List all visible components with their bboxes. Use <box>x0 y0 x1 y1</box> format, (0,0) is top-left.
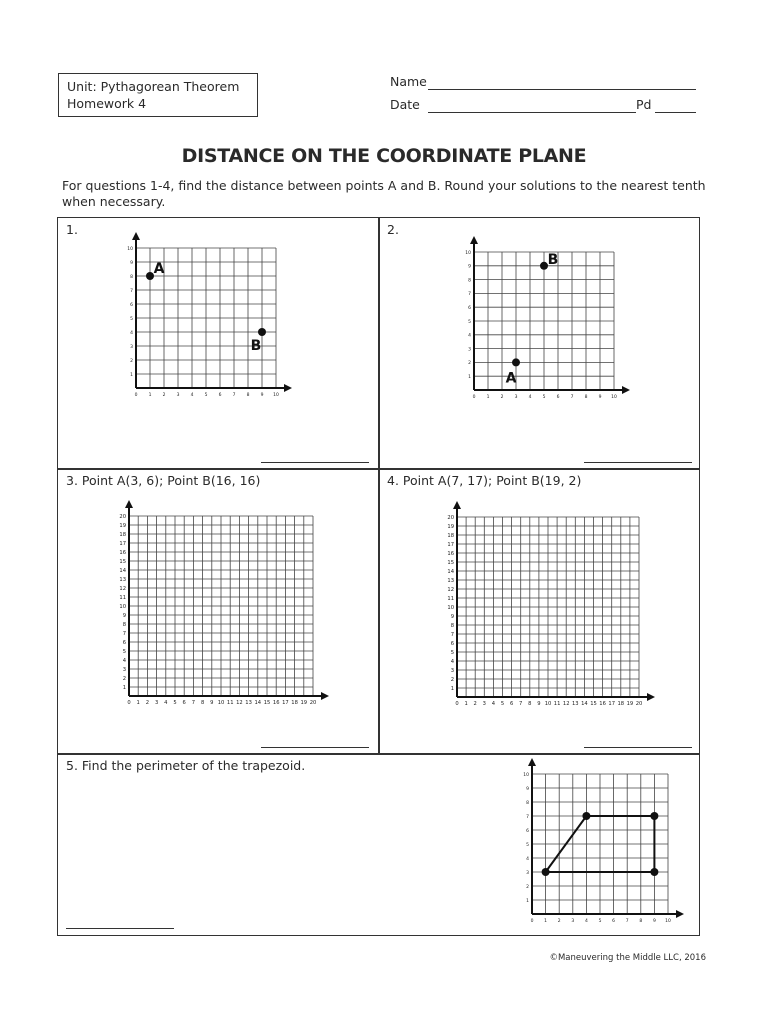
x-tick-label: 4 <box>190 393 194 398</box>
y-tick-label: 5 <box>450 650 454 657</box>
question-1-cell <box>57 217 380 470</box>
question-3-label: 3. Point A(3, 6); Point B(16, 16) <box>66 473 261 488</box>
y-tick-label: 10 <box>465 250 471 256</box>
y-tick-label: 10 <box>523 772 529 778</box>
y-tick-label: 8 <box>130 274 133 280</box>
y-tick-label: 10 <box>119 604 126 611</box>
x-tick-label: 3 <box>482 701 486 707</box>
y-tick-label: 2 <box>450 677 454 684</box>
question-5-label: 5. Find the perimeter of the trapezoid. <box>66 758 306 773</box>
y-tick-label: 16 <box>119 550 126 557</box>
y-tick-label: 19 <box>119 523 126 530</box>
y-tick-label: 8 <box>526 800 529 806</box>
y-tick-label: 20 <box>119 514 126 521</box>
y-tick-label: 12 <box>119 586 126 593</box>
x-tick-label: 4 <box>584 919 588 924</box>
x-tick-label: 5 <box>598 919 602 924</box>
x-tick-label: 0 <box>127 700 131 706</box>
question-4-cell <box>378 468 700 755</box>
x-tick-label: 13 <box>245 700 252 706</box>
x-tick-label: 10 <box>611 395 617 400</box>
y-tick-label: 7 <box>122 631 126 638</box>
x-tick-label: 6 <box>612 919 616 924</box>
x-tick-label: 5 <box>542 395 546 400</box>
x-tick-label: 11 <box>226 700 234 706</box>
x-tick-label: 14 <box>581 701 588 707</box>
y-tick-label: 6 <box>526 828 529 834</box>
x-tick-label: 6 <box>218 393 222 398</box>
y-tick-label: 7 <box>526 814 529 820</box>
x-tick-label: 5 <box>500 701 505 707</box>
y-tick-label: 3 <box>130 344 133 350</box>
name-label: Name <box>390 74 427 89</box>
x-tick-label: 8 <box>584 395 588 400</box>
x-tick-label: 2 <box>500 395 504 400</box>
y-tick-label: 2 <box>130 358 133 364</box>
pd-label: Pd <box>636 97 652 112</box>
x-tick-label: 10 <box>544 701 552 707</box>
y-tick-label: 13 <box>447 578 454 585</box>
y-tick-label: 7 <box>130 288 133 294</box>
y-tick-label: 7 <box>468 292 471 298</box>
name-field[interactable] <box>428 89 696 90</box>
y-tick-label: 3 <box>468 347 471 353</box>
x-tick-label: 11 <box>553 701 561 707</box>
x-tick-label: 0 <box>455 701 459 707</box>
x-tick-label: 0 <box>472 395 476 400</box>
y-tick-label: 9 <box>122 613 126 620</box>
question-1-label: 1. <box>66 222 78 237</box>
y-tick-label: 10 <box>127 246 133 252</box>
y-tick-label: 4 <box>130 330 133 336</box>
x-tick-label: 3 <box>514 395 518 400</box>
x-tick-label: 18 <box>291 700 298 706</box>
y-tick-label: 11 <box>447 596 454 603</box>
y-tick-label: 18 <box>447 533 454 540</box>
x-tick-label: 9 <box>210 700 214 706</box>
y-tick-label: 17 <box>119 541 126 548</box>
y-tick-label: 15 <box>119 559 126 566</box>
x-tick-label: 15 <box>590 701 597 707</box>
x-tick-label: 15 <box>263 700 271 706</box>
x-tick-label: 6 <box>556 395 560 400</box>
x-tick-label: 1 <box>148 393 152 398</box>
x-tick-label: 7 <box>570 395 574 400</box>
copyright-notice: ©Maneuvering the Middle LLC, 2016 <box>549 953 706 963</box>
question-3-cell <box>57 468 380 755</box>
x-tick-label: 8 <box>639 919 643 924</box>
question-2-label: 2. <box>387 222 399 237</box>
y-tick-label: 8 <box>450 623 454 630</box>
x-tick-label: 4 <box>491 701 496 707</box>
x-tick-label: 16 <box>599 701 606 707</box>
x-tick-label: 19 <box>626 701 634 707</box>
x-tick-label: 17 <box>282 700 289 706</box>
y-tick-label: 7 <box>450 632 454 639</box>
answer-line-2[interactable] <box>584 462 692 463</box>
x-tick-label: 9 <box>260 393 264 398</box>
x-tick-label: 1 <box>544 919 548 924</box>
y-tick-label: 1 <box>468 374 471 380</box>
x-tick-label: 18 <box>617 701 625 707</box>
y-tick-label: 9 <box>130 260 133 266</box>
x-tick-label: 2 <box>473 701 477 707</box>
x-tick-label: 1 <box>464 701 468 707</box>
pd-field[interactable] <box>655 112 696 113</box>
question-2-cell <box>378 217 700 470</box>
y-tick-label: 2 <box>468 361 471 367</box>
y-tick-label: 1 <box>526 898 529 904</box>
unit-info-box <box>58 73 258 117</box>
x-tick-label: 10 <box>665 919 671 924</box>
y-tick-label: 15 <box>447 560 454 567</box>
y-tick-label: 12 <box>447 587 454 594</box>
point-label-a: A <box>505 370 517 387</box>
point-label-a: A <box>153 261 165 277</box>
x-tick-label: 3 <box>176 393 180 398</box>
y-tick-label: 9 <box>450 614 454 621</box>
x-tick-label: 17 <box>608 701 616 707</box>
unit-title: Unit: Pythagorean Theorem <box>67 79 240 94</box>
question-5-cell <box>57 753 700 936</box>
x-tick-label: 0 <box>530 919 534 924</box>
instructions: For questions 1-4, find the distance between points A and B. Round your solutions to the nearest tenth when necessary. <box>62 178 706 209</box>
y-tick-label: 3 <box>122 667 126 674</box>
date-label: Date <box>390 97 420 112</box>
y-tick-label: 3 <box>450 668 454 675</box>
answer-line-3[interactable] <box>261 747 369 748</box>
y-tick-label: 6 <box>122 640 126 647</box>
x-tick-label: 5 <box>173 700 177 706</box>
x-tick-label: 16 <box>272 700 280 706</box>
x-tick-label: 20 <box>309 700 317 706</box>
x-tick-label: 5 <box>204 393 208 398</box>
point-label-b: B <box>250 338 262 354</box>
x-tick-label: 10 <box>217 700 225 706</box>
y-tick-label: 5 <box>122 649 126 656</box>
y-tick-label: 5 <box>526 842 529 848</box>
y-tick-label: 8 <box>468 278 471 284</box>
x-tick-label: 4 <box>164 700 168 706</box>
y-tick-label: 1 <box>130 372 133 378</box>
point-label-b: B <box>547 251 559 268</box>
x-tick-label: 9 <box>598 395 602 400</box>
y-tick-label: 1 <box>450 686 454 693</box>
x-tick-label: 7 <box>191 700 196 706</box>
x-tick-label: 14 <box>254 700 262 706</box>
x-tick-label: 8 <box>528 701 532 707</box>
y-tick-label: 4 <box>526 856 529 862</box>
y-tick-label: 9 <box>468 264 471 270</box>
x-tick-label: 2 <box>145 700 150 706</box>
homework-label: Homework 4 <box>67 96 147 111</box>
x-tick-label: 4 <box>528 395 532 400</box>
y-tick-label: 8 <box>122 622 126 629</box>
x-tick-label: 6 <box>509 701 514 707</box>
x-tick-label: 6 <box>182 700 186 706</box>
y-tick-label: 5 <box>468 319 471 325</box>
question-4-label: 4. Point A(7, 17); Point B(19, 2) <box>387 473 582 488</box>
x-tick-label: 2 <box>162 393 166 398</box>
y-tick-label: 18 <box>119 532 126 539</box>
y-tick-label: 1 <box>122 685 126 692</box>
y-tick-label: 19 <box>447 524 454 531</box>
x-tick-label: 8 <box>246 393 250 398</box>
x-tick-label: 3 <box>154 700 159 706</box>
y-tick-label: 2 <box>122 676 126 683</box>
y-tick-label: 11 <box>119 595 126 602</box>
x-tick-label: 2 <box>557 919 561 924</box>
y-tick-label: 14 <box>447 569 454 576</box>
y-tick-label: 6 <box>468 305 471 311</box>
y-tick-label: 6 <box>450 641 454 648</box>
answer-line-5[interactable] <box>66 928 174 929</box>
y-tick-label: 3 <box>526 870 529 876</box>
x-tick-label: 8 <box>200 700 205 706</box>
y-tick-label: 17 <box>447 542 454 549</box>
y-tick-label: 14 <box>119 568 126 575</box>
x-tick-label: 3 <box>571 919 575 924</box>
y-tick-label: 4 <box>122 658 126 665</box>
y-tick-label: 2 <box>526 884 529 890</box>
y-tick-label: 6 <box>130 302 133 308</box>
x-tick-label: 7 <box>519 701 523 707</box>
answer-line-4[interactable] <box>584 747 692 748</box>
answer-line-1[interactable] <box>261 462 369 463</box>
y-tick-label: 4 <box>468 333 471 339</box>
x-tick-label: 0 <box>134 393 138 398</box>
x-tick-label: 12 <box>562 701 570 707</box>
x-tick-label: 9 <box>652 919 656 924</box>
x-tick-label: 9 <box>537 701 541 707</box>
y-tick-label: 20 <box>447 515 454 522</box>
y-tick-label: 16 <box>447 551 454 558</box>
y-tick-label: 4 <box>450 659 454 666</box>
x-tick-label: 1 <box>136 700 140 706</box>
x-tick-label: 12 <box>236 700 243 706</box>
x-tick-label: 19 <box>300 700 308 706</box>
page-title: DISTANCE ON THE COORDINATE PLANE <box>181 145 587 167</box>
x-tick-label: 20 <box>635 701 643 707</box>
x-tick-label: 7 <box>625 919 629 924</box>
x-tick-label: 10 <box>273 393 279 398</box>
date-field[interactable] <box>428 112 636 113</box>
x-tick-label: 13 <box>571 701 579 707</box>
y-tick-label: 10 <box>447 605 454 612</box>
y-tick-label: 5 <box>130 316 133 322</box>
y-tick-label: 13 <box>119 577 126 584</box>
y-tick-label: 9 <box>526 786 529 792</box>
x-tick-label: 7 <box>232 393 236 398</box>
x-tick-label: 1 <box>486 395 490 400</box>
